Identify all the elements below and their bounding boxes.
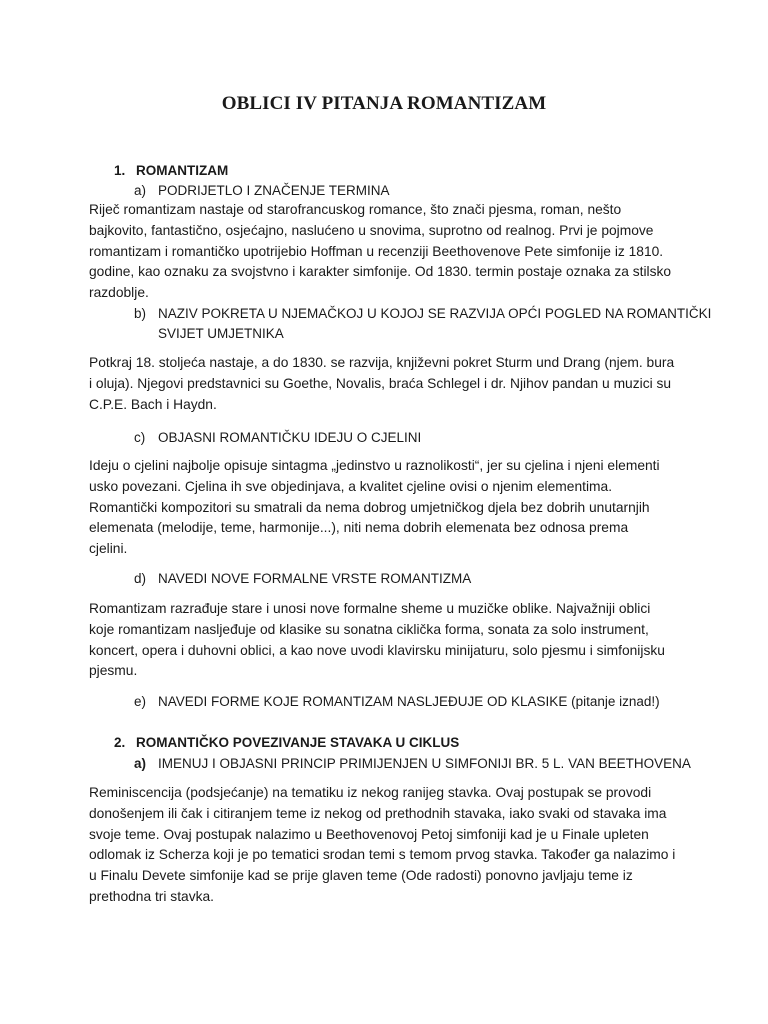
question-1d — [134, 568, 471, 589]
answer-1b — [89, 353, 689, 415]
answer-line: godine, kao oznaku za svojstvno i karakter simfonije. Od 1830. termin postaje oznaka za stilsko — [89, 264, 672, 280]
answer-line: C.P.E. Bach i Haydn. — [89, 396, 217, 412]
answer-line: koncert, opera i duhovni oblici, a kao nove uvodi klavirsku minijaturu, solo pjesmu i simfonijsku — [89, 642, 665, 658]
question-2a-letter: a) — [134, 756, 147, 771]
question-1d-text: NAVEDI NOVE FORMALNE VRSTE ROMANTIZMA — [158, 571, 472, 586]
answer-line: i oluja). Njegovi predstavnici su Goethe, Novalis, braća Schlegel i dr. Njihov pandan u muzici su — [89, 375, 672, 391]
answer-line: razdoblje. — [89, 285, 149, 301]
answer-line: svoje teme. Ovaj postupak nalazimo u Beethovenovoj Petoj simfoniji kad je u Finale upleten — [89, 826, 649, 842]
answer-line: pjesmu. — [89, 663, 138, 679]
question-1b — [134, 303, 711, 324]
answer-line: Ideju o cjelini najbolje opisuje sintagma „jedinstvo u raznolikosti“, jer su cjelina i njeni elementi — [89, 458, 660, 473]
section-1-title: ROMANTIZAM — [136, 163, 229, 178]
question-2a-text: IMENUJ I OBJASNI PRINCIP PRIMIJENJEN U SIMFONIJI BR. 5 L. VAN BEETHOVENA — [158, 756, 691, 771]
answer-line: Riječ romantizam nastaje od starofrancuskog romance, što znači pjesma, roman, nešto — [89, 202, 622, 217]
answer-1d — [89, 599, 689, 682]
question-1b-continued — [158, 323, 284, 344]
question-1e-text: NAVEDI FORME KOJE ROMANTIZAM NASLJEĐUJE OD KLASIKE (pitanje iznad!) — [158, 694, 660, 709]
question-1c-letter: c) — [134, 430, 146, 445]
answer-line: romantizam i romantičko upotrijebio Hoffman u recenziji Beethovenove Pete simfonije iz 1810. — [89, 243, 664, 259]
answer-line: Reminiscencija (podsjećanje) na tematiku iz nekog ranijeg stavka. Ovaj postupak se provodi — [89, 785, 652, 800]
question-1c — [134, 427, 421, 448]
question-1b-letter: b) — [134, 306, 147, 321]
answer-line: usko povezani. Cjelina ih sve objedinjava, a kvalitet cjeline ovisi o njenim elementima. — [89, 478, 613, 494]
question-1e-letter: e) — [134, 694, 147, 709]
question-1a-letter: a) — [134, 183, 147, 198]
section-2-heading — [114, 732, 459, 753]
question-1a — [134, 180, 390, 201]
section-1-heading — [114, 160, 228, 181]
section-1-number: 1. — [114, 163, 126, 178]
question-2a — [134, 753, 691, 774]
question-1d-letter: d) — [134, 571, 147, 586]
question-1e — [134, 691, 660, 712]
answer-line: Potkraj 18. stoljeća nastaje, a do 1830. se razvija, književni pokret Sturm und Drang (njem. bura — [89, 355, 675, 370]
question-1a-text: PODRIJETLO I ZNAČENJE TERMINA — [158, 183, 390, 198]
answer-line: cjelini. — [89, 541, 128, 557]
answer-line: prethodna tri stavka. — [89, 888, 215, 904]
answer-2a — [89, 783, 689, 908]
answer-line: Romantizam razrađuje stare i unosi nove formalne sheme u muzičke oblike. Najvažniji oblici — [89, 601, 651, 616]
question-1b-text-line1: NAZIV POKRETA U NJEMAČKOJ U KOJOJ SE RAZVIJA OPĆI POGLED NA ROMANTIČKI — [158, 306, 712, 321]
answer-line: koje romantizam nasljeđuje od klasike su sonatna ciklička forma, sonata za solo instrument, — [89, 621, 649, 637]
answer-line: Romantički kompozitori su smatrali da nema dobrog umjetničkog djela bez dobrih unutarnjih — [89, 499, 650, 515]
answer-1a — [89, 200, 689, 304]
document-title: OBLICI IV PITANJA ROMANTIZAM — [221, 93, 547, 114]
question-1c-text: OBJASNI ROMANTIČKU IDEJU O CJELINI — [158, 430, 422, 445]
answer-line: elemenata (melodije, teme, harmonije...), niti nema dobrih elemenata bez odnosa prema — [89, 520, 629, 536]
answer-line: donošenjem ili čak i citiranjem teme iz nekog od prethodnih stavaka, iako svaki od stavaka ima — [89, 805, 667, 821]
question-1b-text-line2: SVIJET UMJETNIKA — [158, 326, 284, 341]
answer-line: u Finalu Devete simfonije kad se prije glaven teme (Ode radosti) ponovno javljaju teme iz — [89, 868, 633, 884]
answer-line: bajkovito, fantastično, osjećajno, naslućeno u snovima, suprotno od realnog. Prvi je pojmove — [89, 222, 654, 238]
section-2-number: 2. — [114, 735, 126, 750]
answer-1c — [89, 456, 689, 560]
answer-line: odlomak iz Scherza koji je po tematici srodan temi s temom prvog stavka. Također ga nalazimo i — [89, 847, 676, 863]
section-2-title: ROMANTIČKO POVEZIVANJE STAVAKA U CIKLUS — [136, 735, 460, 750]
